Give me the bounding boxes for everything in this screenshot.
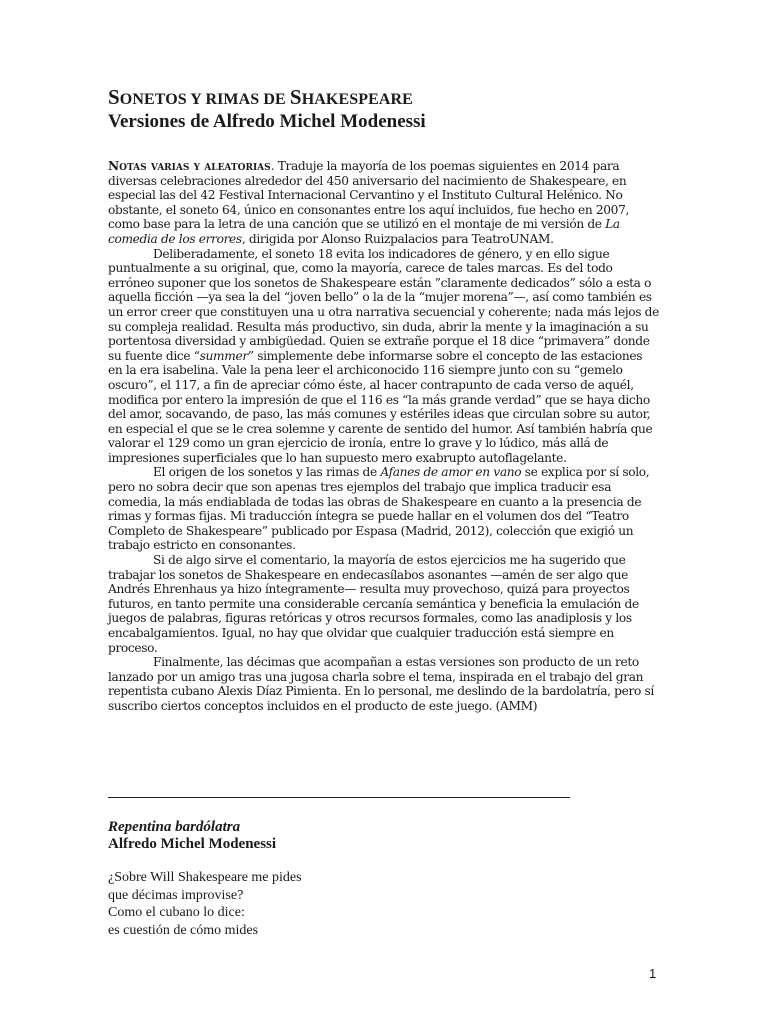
poem-title: Repentina bardólatra bbox=[108, 819, 241, 835]
poem-author: Alfredo Michel Modenessi bbox=[108, 836, 277, 852]
paragraph-text: Si de algo sirve el comentario, la mayoría de estos ejercicios me ha sugerido que trabajar los sonetos de Shakespeare en endecasílabos asonantes —amén de ser algo que Andrés Ehrenhaus ya hizo íntegramente— resulta muy provechoso, quizá para proyectos futuros, en tanto permite una considerable cercanía semántica y beneficia la emulación de juegos de palabras, figuras retóricas y otros recursos formales, como las anadiplosis y los encabalgamientos. Igual, no hay que olvidar que cualquier traducción está siempre en proceso. bbox=[108, 553, 639, 655]
notes-body bbox=[108, 159, 660, 714]
poem-verse: que décimas improvise? bbox=[108, 887, 244, 903]
paragraph-text: La comedia de los errores bbox=[108, 217, 620, 246]
poem-verse: es cuestión de cómo mides bbox=[108, 922, 259, 938]
document-title bbox=[108, 86, 660, 111]
body-paragraph bbox=[108, 247, 660, 466]
paragraph-text: Afanes de amor en vano bbox=[380, 465, 522, 480]
body-paragraph bbox=[108, 655, 660, 713]
page-number: 1 bbox=[649, 966, 657, 981]
paragraph-text: se explica por sí solo, pero no sobra decir que son apenas tres ejemplos del trabajo que implica traducir esa comedia, la más endiablada de todas las obras de Shakespeare en cuanto a la presencia de rimas y formas fijas. Mi traducción íntegra se puede hallar en el volumen dos del “Teatro Completo de Shakespeare” publicado por Espasa (Madrid, 2012), colección que exigió un trabajo estricto en consonantes. bbox=[108, 465, 650, 553]
paragraph-text: , dirigida por Alonso Ruizpalacios para TeatroUNAM. bbox=[241, 231, 554, 246]
title-part: S bbox=[108, 85, 120, 109]
poem-verses bbox=[108, 869, 608, 939]
poem-section bbox=[108, 819, 608, 939]
title-part: ONETOS Y RIMAS DE bbox=[119, 91, 290, 108]
title-part: S bbox=[289, 85, 302, 109]
section-divider bbox=[108, 797, 570, 798]
document-subtitle: Versiones de Alfredo Michel Modenessi bbox=[108, 111, 426, 132]
body-paragraph bbox=[108, 465, 660, 553]
title-part: HAKESPEARE bbox=[301, 91, 413, 108]
paragraph-text: El origen de los sonetos y las rimas de bbox=[153, 465, 381, 480]
paragraph-text: Deliberadamente, el soneto 18 evita los indicadores de género, y en ello sigue puntualmente a su original, que, como la mayoría, carece de tales marcas. Es del todo erróneo suponer que los sonetos de Shakespeare están ”claramente dedicados” sólo a esta o aquella ficción —ya sea la del “joven bello” o la de la “mujer morena”—, así como también es un error creer que constituyen una u otra narrativa secuencial y coherente; nada más lejos de su compleja realidad. Resulta más productivo, sin duda, abrir la mente y la imaginación a su portentosa diversidad y ambigüedad. Quien se extrañe porque el 18 dice “primavera” donde su fuente dice “ bbox=[108, 246, 659, 363]
poem-verse: Como el cubano lo dice: bbox=[108, 905, 245, 921]
paragraph-text: summer bbox=[199, 348, 248, 363]
body-paragraph bbox=[108, 553, 660, 655]
poem-verse: ¿Sobre Will Shakespeare me pides bbox=[108, 870, 302, 885]
paragraph-text: ” simplemente debe informarse sobre el concepto de las estaciones en la era isabelina. Vale la pena leer el archiconocido 116 siempre junto con su “gemelo oscuro”, el 117, a fin de apreciar cómo éste, al hacer contrapunto de cada verso de aquél, modifica por entero la impresión de que el 116 es “la más grande verdad” que se haya dicho del amor, socavando, de paso, las más comunes y estériles ideas que circulan sobre su autor, en especial el que se le crea solemne y carente de sentido del humor. Así también habría que valorar el 129 como un gran ejercicio de ironía, entre lo grave y lo lúdico, más allá de impresiones superficiales que lo han supuesto mero exabrupto autoflagelante. bbox=[108, 348, 653, 465]
notes-label: Notas varias y aleatorias bbox=[108, 159, 271, 173]
paragraph-text: . Traduje la mayoría de los poemas siguientes en 2014 para diversas celebraciones alrededor del 450 aniversario del nacimiento de Shakespeare, en especial las del 42 Festival Internacional Cervantino y el Instituto Cultural Helénico. No obstante, el soneto 64, único en consonantes entre los aquí incluidos, fue hecho en 2007, como base para la letra de una canción que se utilizó en el montaje de mi versión de bbox=[108, 159, 630, 232]
body-paragraph bbox=[108, 159, 660, 247]
document-header bbox=[108, 86, 660, 714]
paragraph-text: Finalmente, las décimas que acompañan a estas versiones son producto de un reto lanzado por un amigo tras una jugosa charla sobre el tema, inspirada en el trabajo del gran repentista cubano Alexis Díaz Pimienta. En lo personal, me deslindo de la bardolatría, pero sí suscribo ciertos conceptos incluidos en el producto de este juego. (AMM) bbox=[108, 655, 654, 713]
